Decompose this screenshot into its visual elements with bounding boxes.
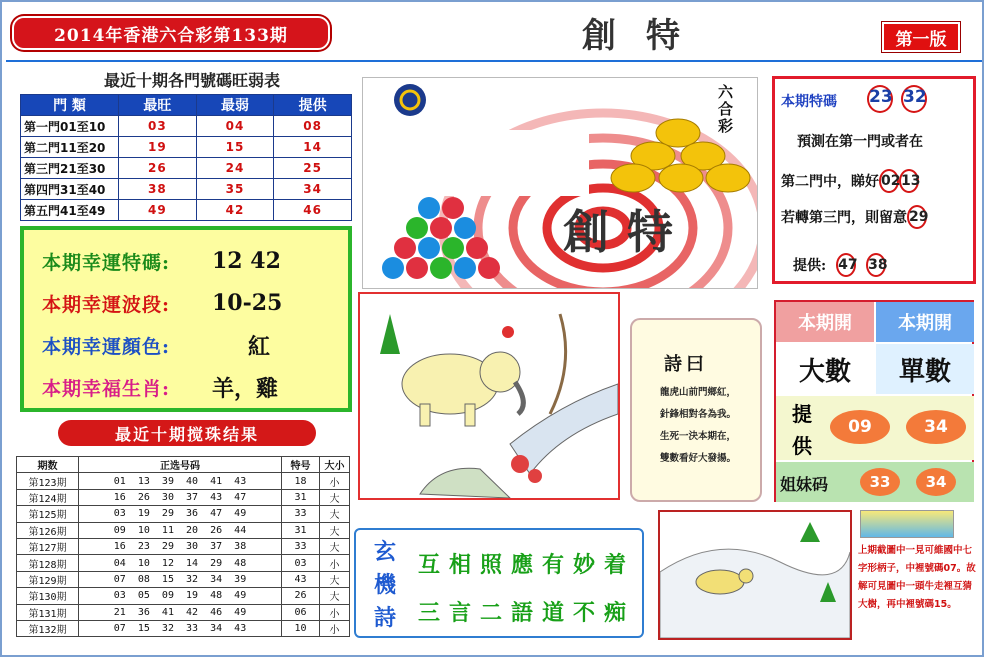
results-cell-nums: 01 13 39 40 41 43	[79, 473, 282, 489]
rank-cell-tip: 25	[274, 158, 352, 179]
sister-number: 33	[860, 468, 900, 496]
prediction-number: 29	[907, 205, 927, 229]
results-row	[17, 506, 350, 522]
banner-title: 創特	[563, 205, 691, 259]
results-cell-special: 18	[282, 473, 320, 489]
rank-header-hot: 最旺	[119, 95, 197, 116]
results-cell-size: 小	[320, 620, 350, 636]
elephant-icon	[360, 294, 618, 498]
results-cell-special: 33	[282, 506, 320, 522]
results-header-nums: 正选号码	[79, 457, 282, 473]
rank-table	[20, 94, 352, 221]
banner-brand: 六合彩	[718, 83, 734, 135]
prediction-line3: 若轉第三門，則留意	[781, 210, 907, 226]
prediction-label: 本期特碼	[781, 94, 837, 110]
prediction-line1: 預測在第一門或者在	[797, 134, 923, 150]
lucky-row: 本期幸運特碼: 12 42	[42, 248, 281, 274]
big-label: 大數	[776, 344, 874, 394]
issue-banner	[12, 16, 330, 50]
prediction-panel	[772, 76, 976, 284]
results-cell-special: 06	[282, 604, 320, 620]
rank-cell-cold: 35	[196, 179, 274, 200]
special-number: 23	[867, 85, 893, 113]
rank-cell-hot: 03	[119, 116, 197, 137]
prediction-number: 13	[899, 169, 919, 193]
rank-cell-tip: 14	[274, 137, 352, 158]
results-cell-size: 大	[320, 538, 350, 554]
results-cell-size: 大	[320, 588, 350, 604]
results-cell-size: 小	[320, 555, 350, 571]
results-cell-period: 第126期	[17, 522, 79, 538]
rank-cell-hot: 26	[119, 158, 197, 179]
rank-cell-hot: 19	[119, 137, 197, 158]
results-header-size: 大小	[320, 457, 350, 473]
results-cell-special: 31	[282, 522, 320, 538]
results-cell-period: 第131期	[17, 604, 79, 620]
results-cell-size: 大	[320, 571, 350, 587]
provide-label: 提供:	[793, 258, 827, 274]
rank-row	[21, 200, 352, 221]
results-cell-size: 大	[320, 522, 350, 538]
results-cell-special: 26	[282, 588, 320, 604]
prediction-number: 02	[879, 169, 899, 193]
results-row	[17, 522, 350, 538]
prediction-line2: 第二門中，睇好	[781, 174, 879, 190]
page-title: 創特	[582, 16, 710, 56]
results-cell-size: 大	[320, 506, 350, 522]
rank-row	[21, 116, 352, 137]
rank-row	[21, 179, 352, 200]
odd-label: 單數	[876, 344, 974, 394]
mystic-line: 互相照應有妙着	[418, 552, 636, 578]
results-cell-period: 第132期	[17, 620, 79, 636]
header-divider	[6, 60, 982, 62]
thumbnail-image	[860, 510, 954, 538]
results-header-special: 特号	[282, 457, 320, 473]
rank-cell-door: 第三門21至30	[21, 158, 119, 179]
results-row	[17, 489, 350, 505]
results-row	[17, 538, 350, 554]
results-cell-special: 43	[282, 571, 320, 587]
banner-image	[362, 77, 758, 289]
results-cell-nums: 09 10 11 20 26 44	[79, 522, 282, 538]
previous-issue-note: 上期截圖中一見可維國中七字形柄子，中裡號碼07。故解可見圖中一頭牛走裡互猜大樹，再中裡號碼15。	[858, 545, 976, 610]
sister-number: 34	[916, 468, 956, 496]
results-cell-size: 小	[320, 473, 350, 489]
rank-row	[21, 158, 352, 179]
ox-illustration	[658, 510, 852, 640]
provide-label: 提供	[792, 402, 812, 458]
results-cell-special: 31	[282, 489, 320, 505]
results-cell-special: 10	[282, 620, 320, 636]
rank-header-tip: 提供	[274, 95, 352, 116]
header-right: 本期開	[876, 302, 974, 342]
logo-icon	[394, 84, 426, 116]
rank-cell-hot: 38	[119, 179, 197, 200]
results-cell-nums: 16 23 29 30 37 38	[79, 538, 282, 554]
header-left: 本期開	[776, 302, 874, 342]
results-cell-size: 小	[320, 604, 350, 620]
results-row	[17, 604, 350, 620]
results-cell-period: 第127期	[17, 538, 79, 554]
results-row	[17, 571, 350, 587]
results-cell-period: 第123期	[17, 473, 79, 489]
lucky-row: 本期幸運顏色: 紅	[42, 333, 271, 360]
big-small-panel	[774, 300, 974, 502]
results-row	[17, 555, 350, 571]
mystic-side-label: 玄機詩	[373, 539, 396, 631]
rank-cell-tip: 08	[274, 116, 352, 137]
results-cell-size: 大	[320, 489, 350, 505]
results-cell-period: 第129期	[17, 571, 79, 587]
rank-cell-cold: 42	[196, 200, 274, 221]
rank-table-title: 最近十期各門號碼旺弱表	[103, 71, 280, 90]
results-cell-period: 第130期	[17, 588, 79, 604]
lucky-box	[20, 226, 352, 412]
elephant-illustration	[358, 292, 620, 500]
mystic-line: 三言二語道不痴	[418, 600, 636, 626]
rank-cell-cold: 04	[196, 116, 274, 137]
provide-number: 38	[866, 253, 886, 277]
rank-cell-door: 第五門41至49	[21, 200, 119, 221]
results-cell-period: 第128期	[17, 555, 79, 571]
rank-cell-cold: 24	[196, 158, 274, 179]
provide-number: 47	[836, 253, 856, 277]
rank-cell-tip: 46	[274, 200, 352, 221]
rank-cell-door: 第四門31至40	[21, 179, 119, 200]
results-header-period: 期数	[17, 457, 79, 473]
provide-number: 34	[906, 410, 966, 444]
edition-badge: 第一版	[882, 22, 960, 52]
rank-cell-tip: 34	[274, 179, 352, 200]
sister-label: 姐妹码	[780, 475, 829, 494]
blank-panel	[385, 130, 589, 196]
poem-lines	[642, 382, 754, 470]
results-row	[17, 620, 350, 636]
results-cell-nums: 03 05 09 19 48 49	[79, 588, 282, 604]
results-cell-special: 03	[282, 555, 320, 571]
results-cell-nums: 03 19 29 36 47 49	[79, 506, 282, 522]
rank-cell-door: 第一門01至10	[21, 116, 119, 137]
results-cell-nums: 07 08 15 32 34 39	[79, 571, 282, 587]
poem-title: 詩曰	[664, 354, 708, 375]
rank-header-cold: 最弱	[196, 95, 274, 116]
poem-line: 針鋒相對各為我。	[659, 409, 736, 420]
poem-line: 生死一決本期在，	[659, 431, 736, 442]
special-number: 32	[901, 85, 927, 113]
poem-line: 龍虎山前門鄉紅，	[659, 387, 736, 398]
provide-number: 09	[830, 410, 890, 444]
results-title: 最近十期搅珠结果	[58, 420, 316, 446]
poem-line: 雙數看好大發揚。	[659, 453, 736, 464]
issue-text: 2014年香港六合彩第133期	[54, 25, 288, 46]
ox-icon	[660, 512, 850, 638]
results-cell-nums: 21 36 41 42 46 49	[79, 604, 282, 620]
results-cell-period: 第125期	[17, 506, 79, 522]
results-cell-nums: 16 26 30 37 43 47	[79, 489, 282, 505]
rank-cell-cold: 15	[196, 137, 274, 158]
lucky-row: 本期幸運波段: 10-25	[42, 290, 283, 316]
results-row	[17, 473, 350, 489]
results-cell-nums: 07 15 32 33 34 43	[79, 620, 282, 636]
results-table	[16, 456, 350, 637]
results-cell-period: 第124期	[17, 489, 79, 505]
results-cell-special: 33	[282, 538, 320, 554]
lucky-row: 本期幸福生肖: 羊，雞	[42, 375, 279, 402]
rank-cell-hot: 49	[119, 200, 197, 221]
results-cell-nums: 04 10 12 14 29 48	[79, 555, 282, 571]
rank-header-door: 門 類	[21, 95, 119, 116]
results-row	[17, 588, 350, 604]
rank-cell-door: 第二門11至20	[21, 137, 119, 158]
rank-row	[21, 137, 352, 158]
